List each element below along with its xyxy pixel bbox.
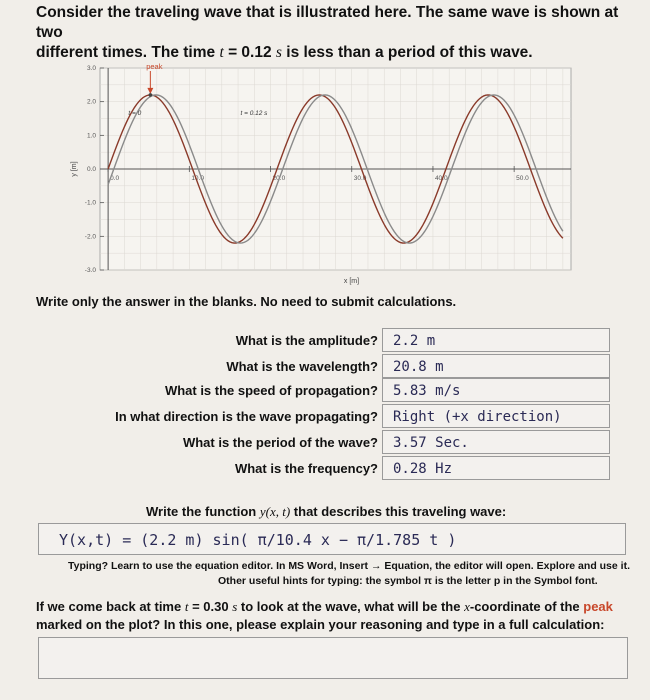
- y-tick-label: 1.0: [86, 132, 96, 140]
- qa-row: [0, 430, 650, 456]
- y-tick-label: -3.0: [84, 267, 96, 274]
- q2-e: marked on the plot? In this one, please explain your reasoning and type in a full calculation:: [36, 617, 605, 632]
- t0-label: t = 0: [128, 110, 142, 118]
- x-tick-label: 40.0: [434, 175, 448, 182]
- peak-label: peak: [146, 62, 163, 71]
- x-tick-label: 50.0: [516, 175, 529, 182]
- title-line2c: is less than a period of this wave.: [281, 44, 533, 61]
- x-tick-label: 0.0: [110, 175, 120, 182]
- function-prompt-fn: y(x, t): [259, 504, 291, 519]
- peak-marker: [149, 93, 153, 97]
- question-peak-position: [36, 598, 626, 634]
- t012-label: t = 0.12 s: [240, 110, 268, 118]
- instruction-text: Write only the answer in the blanks. No need to submit calculations.: [36, 294, 457, 309]
- qa-answer-field[interactable]: 5.83 m/s: [382, 378, 610, 402]
- x-tick-label: 30.0: [353, 175, 367, 182]
- q2-s: s: [232, 599, 238, 614]
- title-s: s: [275, 44, 282, 61]
- q2-b: = 0.30: [188, 599, 233, 614]
- title-line1: Consider the traveling wave that is illustrated here. The same wave is shown at two: [36, 4, 619, 41]
- qa-row: [0, 378, 650, 404]
- wave-chart: [66, 58, 586, 290]
- qa-answer-field[interactable]: 2.2 m: [382, 328, 610, 352]
- q2-peak: peak: [583, 599, 613, 614]
- q2-c: to look at the wave, what will be the: [237, 599, 465, 614]
- x-tick-label: 10.0: [191, 175, 204, 182]
- qa-question: What is the frequency?: [234, 461, 378, 476]
- y-tick-label: -1.0: [84, 199, 96, 207]
- y-tick-label: -2.0: [84, 233, 96, 241]
- y-axis-label: y [m]: [71, 161, 78, 177]
- qa-answer-field[interactable]: 0.28 Hz: [382, 456, 610, 480]
- function-answer-field[interactable]: Y(x,t) = (2.2 m) sin( π/10.4 x − π/1.785 t ): [38, 523, 626, 555]
- qa-answer-field[interactable]: Right (+x direction): [382, 404, 610, 428]
- qa-row: [0, 354, 650, 380]
- hint-equation-editor: Typing? Learn to use the equation editor. In MS Word, Insert → Equation, the editor will open. Explore and use it.: [68, 560, 630, 572]
- question-title: [36, 3, 636, 63]
- qa-question: What is the period of the wave?: [182, 435, 378, 450]
- function-prompt: [146, 504, 506, 520]
- qa-row: [0, 328, 650, 354]
- qa-question: What is the amplitude?: [235, 333, 378, 348]
- q2-a: If we come back at time: [36, 599, 185, 614]
- qa-answer-field[interactable]: 20.8 m: [382, 354, 610, 378]
- title-line2a: different times. The time: [36, 44, 220, 61]
- y-tick-label: 2.0: [86, 98, 96, 106]
- x-axis-label: x [m]: [343, 278, 360, 285]
- q2-x: x: [464, 599, 470, 614]
- function-prompt-a: Write the function: [146, 504, 260, 519]
- qa-question: In what direction is the wave propagating?: [115, 409, 378, 424]
- wave-plot: [66, 58, 586, 290]
- title-t: t: [219, 44, 224, 61]
- q2-t: t: [184, 599, 189, 614]
- peak-answer-field[interactable]: [38, 637, 628, 679]
- y-tick-label: 0.0: [86, 166, 96, 173]
- hint-symbol-font: Other useful hints for typing: the symbol π is the letter p in the Symbol font.: [218, 575, 598, 587]
- qa-question: What is the wavelength?: [226, 359, 378, 374]
- q2-d: -coordinate of the: [469, 599, 584, 614]
- qa-question: What is the speed of propagation?: [164, 383, 378, 398]
- qa-answer-field[interactable]: 3.57 Sec.: [382, 430, 610, 454]
- function-prompt-b: that describes this traveling wave:: [290, 504, 507, 519]
- title-line2b: = 0.12: [223, 44, 276, 61]
- y-tick-label: 3.0: [86, 65, 96, 72]
- qa-row: [0, 404, 650, 430]
- x-tick-label: 20.0: [272, 175, 286, 182]
- qa-row: [0, 456, 650, 482]
